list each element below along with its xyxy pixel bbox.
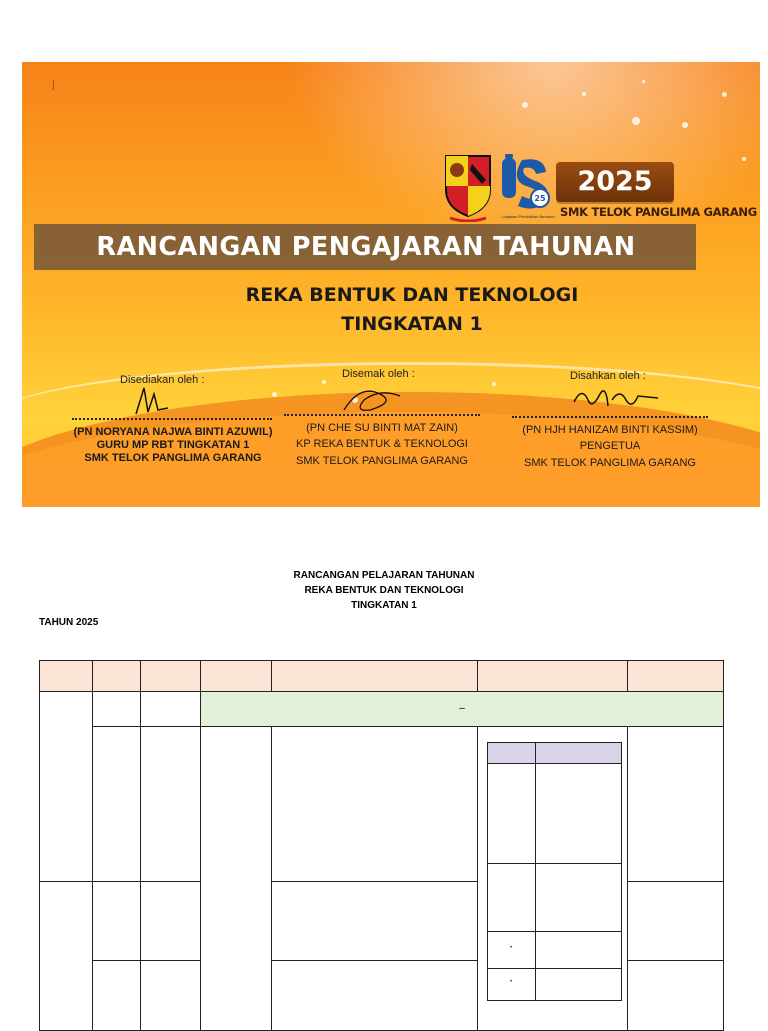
signature-line (284, 414, 480, 416)
doc-heading-line: RANCANGAN PELAJARAN TAHUNAN (293, 570, 475, 581)
signatory-name: (PN NORYANA NAJWA BINTI AZUWIL) (73, 426, 273, 438)
signatory-school: SMK TELOK PANGLIMA GARANG (296, 455, 468, 467)
nested-cell (535, 968, 622, 1001)
bullet-mark: • (510, 945, 513, 951)
nested-cell (535, 863, 622, 932)
table-cell (39, 881, 93, 1031)
table-cell (140, 726, 201, 882)
table-cell (92, 881, 141, 961)
table-cell (140, 691, 201, 727)
subject-title: REKA BENTUK DAN TEKNOLOGI (245, 284, 579, 306)
signatory-position: PENGETUA (579, 440, 641, 452)
school-crest-logo (442, 152, 494, 222)
signatory-name: (PN CHE SU BINTI MAT ZAIN) (306, 422, 458, 434)
table-cell (39, 691, 93, 882)
nested-header-cell (487, 742, 536, 764)
nested-cell (487, 763, 536, 864)
table-cell (92, 960, 141, 1031)
signatory-school: SMK TELOK PANGLIMA GARANG (84, 452, 262, 464)
doc-heading-line: TINGKATAN 1 (351, 600, 417, 611)
nested-header-cell (535, 742, 622, 764)
table-cell (627, 960, 724, 1031)
signatory-label: Disahkan oleh : (570, 370, 646, 382)
table-cell (200, 726, 272, 1031)
nested-cell (535, 763, 622, 864)
lonjakan-logo (500, 154, 554, 214)
bullet-mark: • (510, 979, 513, 985)
table-cell (271, 726, 478, 882)
signatory-school: SMK TELOK PANGLIMA GARANG (524, 457, 696, 469)
plan-title: RANCANGAN PENGAJARAN TAHUNAN (96, 232, 636, 262)
table-header-cell (200, 660, 272, 692)
year-label: TAHUN 2025 (39, 617, 99, 628)
svg-text:25: 25 (534, 194, 546, 203)
table-header-cell (140, 660, 201, 692)
cover-banner (22, 62, 760, 507)
form-level: TINGKATAN 1 (341, 313, 483, 335)
nested-cell (535, 931, 622, 969)
signatory-position: GURU MP RBT TINGKATAN 1 (96, 439, 250, 451)
table-cell (627, 726, 724, 882)
table-header-cell (92, 660, 141, 692)
signatory-name: (PN HJH HANIZAM BINTI KASSIM) (522, 424, 698, 436)
signature-mark (340, 380, 404, 416)
nested-cell (487, 968, 536, 1001)
table-cell (271, 881, 478, 961)
table-cell (140, 881, 201, 961)
school-name: SMK TELOK PANGLIMA GARANG (560, 205, 757, 219)
table-cell (92, 726, 141, 882)
signatory-label: Disediakan oleh : (120, 374, 205, 386)
signatory-label: Disemak oleh : (342, 368, 415, 380)
signature-mark (132, 384, 172, 420)
signature-line (72, 418, 272, 420)
table-cell (627, 881, 724, 961)
table-header-cell (477, 660, 628, 692)
nested-cell (487, 931, 536, 969)
signatory-position: KP REKA BENTUK & TEKNOLOGI (296, 438, 468, 450)
table-cell (140, 960, 201, 1031)
table-header-cell (39, 660, 93, 692)
signature-mark (568, 380, 664, 416)
topic-row (200, 691, 724, 727)
doc-heading-line: REKA BENTUK DAN TEKNOLOGI (304, 585, 464, 596)
year-badge: 2025 (556, 162, 674, 202)
table-header-cell (627, 660, 724, 692)
nested-cell (487, 863, 536, 932)
table-cell (92, 691, 141, 727)
signature-line (512, 416, 708, 418)
banner-text-cursor: | (52, 80, 55, 91)
topic-row-text: – (459, 703, 465, 714)
logo-caption: Lonjakan Pendidikan Bermutu (501, 214, 555, 219)
table-header-cell (271, 660, 478, 692)
table-cell (271, 960, 478, 1031)
